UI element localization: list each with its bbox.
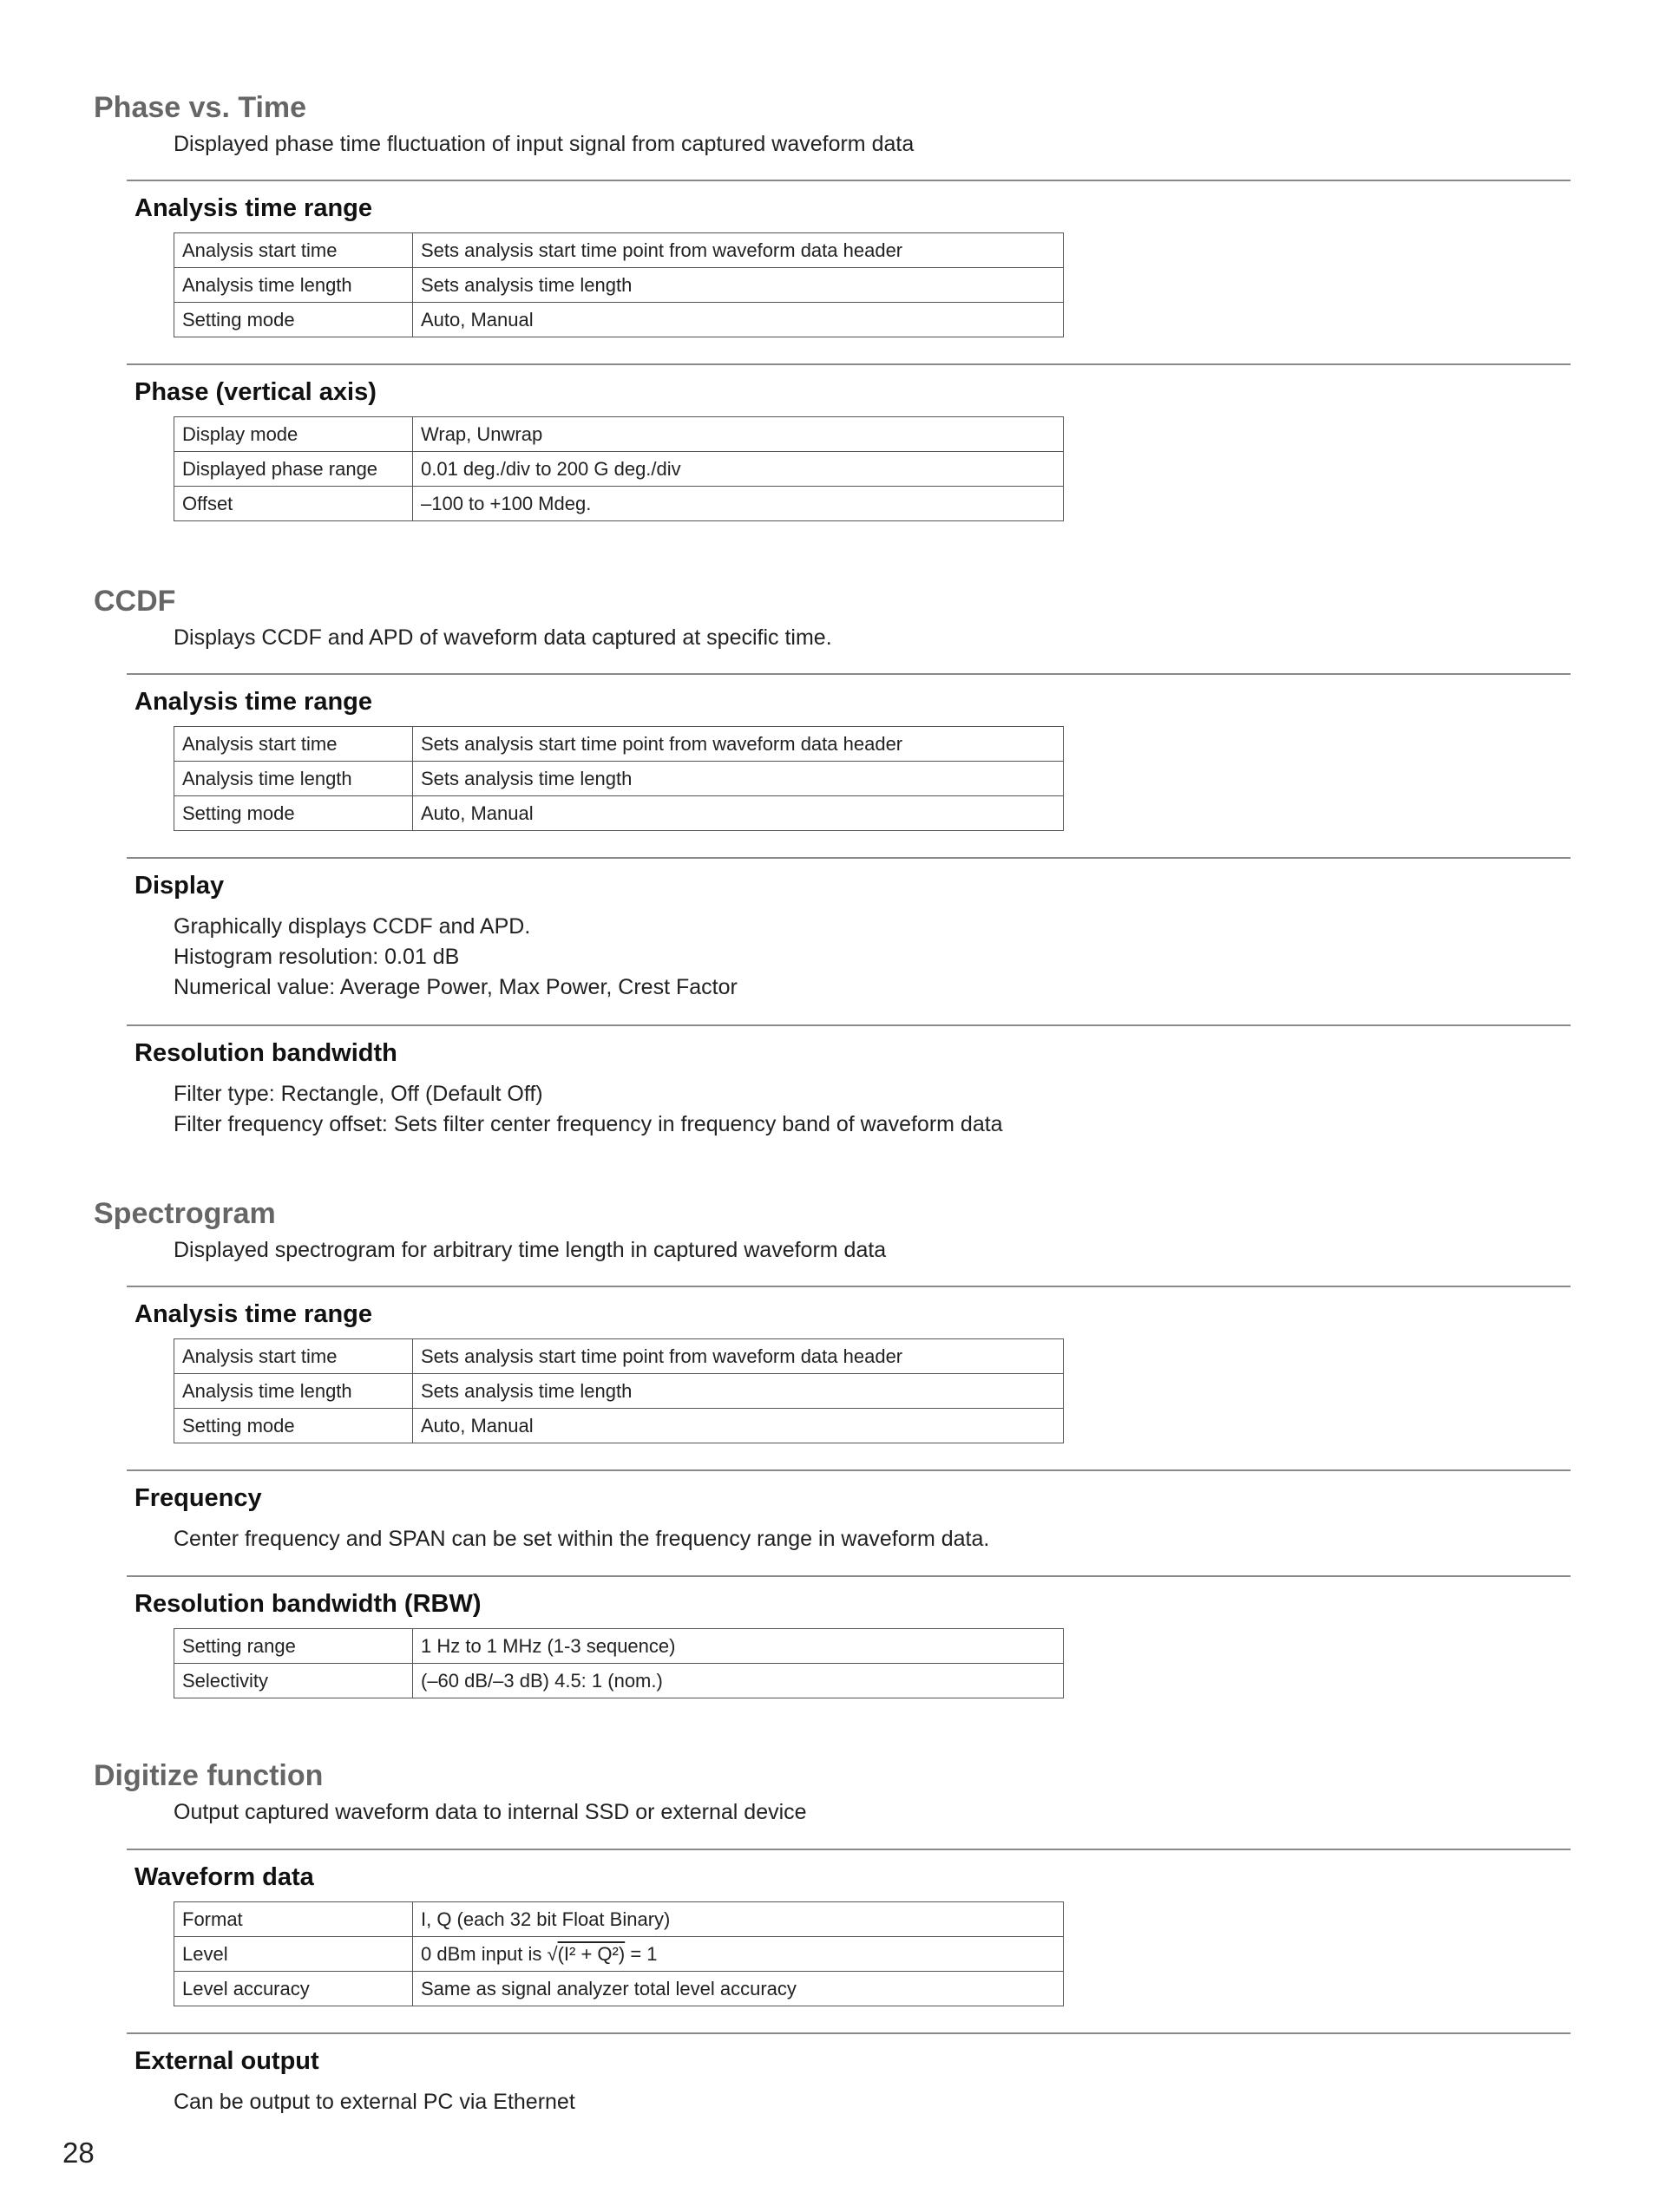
spec-value: Auto, Manual <box>413 303 1064 337</box>
divider <box>127 363 1571 365</box>
display-description <box>174 912 738 1003</box>
spec-key: Level accuracy <box>174 1972 413 2006</box>
spec-key: Setting range <box>174 1629 413 1664</box>
section-title-digitize-function: Digitize function <box>94 1759 324 1792</box>
page-number: 28 <box>62 2137 95 2169</box>
text-line: Filter type: Rectangle, Off (Default Off) <box>174 1082 543 1106</box>
table-row <box>174 1339 1064 1374</box>
spec-value: Sets analysis time length <box>413 1374 1064 1409</box>
table-row <box>174 1664 1064 1698</box>
spec-value: Wrap, Unwrap <box>413 417 1064 452</box>
table-row <box>174 1902 1064 1937</box>
table-row <box>174 1972 1064 2006</box>
subsection-title: Display <box>134 872 225 900</box>
spec-value: (–60 dB/–3 dB) 4.5: 1 (nom.) <box>413 1664 1064 1698</box>
subsection-title: Analysis time range <box>134 194 372 222</box>
table-row <box>174 1629 1064 1664</box>
table-row <box>174 1409 1064 1443</box>
spec-key: Analysis time length <box>174 268 413 303</box>
spec-key: Selectivity <box>174 1664 413 1698</box>
spec-key: Analysis time length <box>174 762 413 796</box>
text-line: Filter frequency offset: Sets filter center frequency in frequency band of waveform data <box>174 1112 1003 1136</box>
subsection-title: Frequency <box>134 1484 262 1512</box>
spec-value: Sets analysis start time point from waveform data header <box>413 727 1064 762</box>
divider <box>127 673 1571 675</box>
section-title-phase-vs-time: Phase vs. Time <box>94 91 307 124</box>
spec-value: 1 Hz to 1 MHz (1-3 sequence) <box>413 1629 1064 1664</box>
spec-value: Sets analysis time length <box>413 268 1064 303</box>
section-description: Displayed spectrogram for arbitrary time length in captured waveform data <box>174 1238 887 1262</box>
spec-key: Setting mode <box>174 796 413 831</box>
spec-value: Auto, Manual <box>413 796 1064 831</box>
table-row <box>174 727 1064 762</box>
spec-value: –100 to +100 Mdeg. <box>413 487 1064 521</box>
text-line: Graphically displays CCDF and APD. <box>174 914 531 939</box>
text-line: Center frequency and SPAN can be set within the frequency range in waveform data. <box>174 1527 990 1551</box>
text-line: Histogram resolution: 0.01 dB <box>174 945 460 969</box>
spec-key: Analysis start time <box>174 727 413 762</box>
subsection-title: Analysis time range <box>134 1300 372 1328</box>
text-line: Numerical value: Average Power, Max Power, Crest Factor <box>174 975 738 999</box>
spec-table-rbw <box>174 1628 1064 1698</box>
spec-table-waveform-data <box>174 1901 1064 2006</box>
divider <box>127 1849 1571 1850</box>
table-row <box>174 233 1064 268</box>
table-row <box>174 762 1064 796</box>
table-row <box>174 487 1064 521</box>
spec-key: Analysis start time <box>174 1339 413 1374</box>
subsection-title: Resolution bandwidth (RBW) <box>134 1590 482 1618</box>
spec-key: Offset <box>174 487 413 521</box>
spec-key: Setting mode <box>174 1409 413 1443</box>
external-output-description <box>174 2087 575 2117</box>
spec-value: Auto, Manual <box>413 1409 1064 1443</box>
subsection-title: Waveform data <box>134 1863 314 1891</box>
section-description: Displays CCDF and APD of waveform data captured at specific time. <box>174 625 832 650</box>
spec-value: Same as signal analyzer total level accuracy <box>413 1972 1064 2006</box>
table-row <box>174 268 1064 303</box>
subsection-title: Analysis time range <box>134 688 372 716</box>
section-title-ccdf: CCDF <box>94 585 176 618</box>
subsection-title: Resolution bandwidth <box>134 1039 397 1067</box>
level-suffix: = 1 <box>625 1942 658 1965</box>
spec-table-analysis-time-range <box>174 726 1064 831</box>
spec-key: Analysis start time <box>174 233 413 268</box>
subsection-title: External output <box>134 2047 319 2075</box>
divider <box>127 857 1571 859</box>
table-row <box>174 1374 1064 1409</box>
spec-value: Sets analysis start time point from waveform data header <box>413 1339 1064 1374</box>
divider <box>127 2032 1571 2034</box>
spec-value: Sets analysis time length <box>413 762 1064 796</box>
spec-value <box>413 1937 1064 1972</box>
subsection-title: Phase (vertical axis) <box>134 378 377 406</box>
spec-key: Displayed phase range <box>174 452 413 487</box>
spec-key: Analysis time length <box>174 1374 413 1409</box>
spec-key: Level <box>174 1937 413 1972</box>
spec-table-analysis-time-range <box>174 232 1064 337</box>
spec-key: Display mode <box>174 417 413 452</box>
spec-value: 0.01 deg./div to 200 G deg./div <box>413 452 1064 487</box>
table-row <box>174 303 1064 337</box>
divider <box>127 1286 1571 1287</box>
spec-value: I, Q (each 32 bit Float Binary) <box>413 1902 1064 1937</box>
table-row <box>174 1937 1064 1972</box>
spec-table-analysis-time-range <box>174 1338 1064 1443</box>
table-row <box>174 452 1064 487</box>
table-row <box>174 796 1064 831</box>
resolution-bandwidth-description <box>174 1079 1003 1140</box>
divider <box>127 1575 1571 1577</box>
spec-key: Setting mode <box>174 303 413 337</box>
text-line: Can be output to external PC via Ethernet <box>174 2090 575 2114</box>
spec-value: Sets analysis start time point from waveform data header <box>413 233 1064 268</box>
level-prefix: 0 dBm input is √ <box>421 1942 558 1965</box>
frequency-description <box>174 1524 989 1554</box>
spec-key: Format <box>174 1902 413 1937</box>
table-row <box>174 417 1064 452</box>
section-description: Output captured waveform data to internal SSD or external device <box>174 1800 807 1824</box>
divider <box>127 1469 1571 1471</box>
divider <box>127 180 1571 181</box>
section-title-spectrogram: Spectrogram <box>94 1197 276 1230</box>
level-radicand: (I² + Q²) <box>557 1942 626 1965</box>
spec-table-phase-vertical-axis <box>174 416 1064 521</box>
section-description: Displayed phase time fluctuation of input signal from captured waveform data <box>174 132 915 156</box>
divider <box>127 1024 1571 1026</box>
